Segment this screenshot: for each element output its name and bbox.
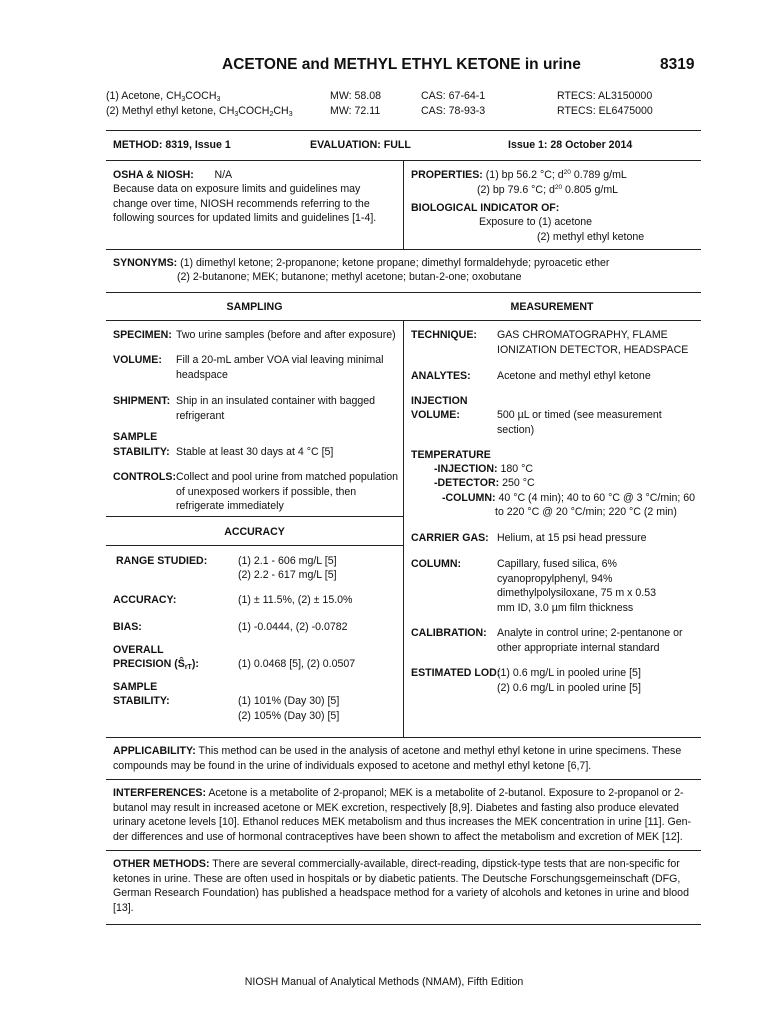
volume-label: VOLUME:	[113, 354, 162, 366]
method-id: METHOD: 8319, Issue 1	[113, 139, 231, 151]
rule	[106, 924, 701, 925]
temp-injection: -INJECTION: 180 °C	[434, 463, 534, 475]
controls-value: Collect and pool urine from matched population of unexposed workers if possible, then refrigerate immediately	[176, 471, 399, 512]
rule	[106, 516, 403, 517]
column-divider	[403, 320, 404, 737]
temp-column: -COLUMN: 40 °C (4 min); 40 to 60 °C @ 3 °C/min; 60	[442, 492, 696, 504]
bias-value: (1) -0.0444, (2) -0.0782	[238, 621, 348, 633]
rule	[106, 292, 701, 293]
bio-indicator-1: Exposure to (1) acetone	[479, 216, 593, 228]
sample-stability-value: Stable at least 30 days at 4 °C [5]	[176, 446, 334, 458]
carrier-gas-value: Helium, at 15 psi head pressure	[497, 532, 647, 544]
analytes-value: Acetone and methyl ethyl ketone	[497, 370, 651, 382]
compound-2-mw: MW: 72.11	[330, 105, 381, 117]
calibration-value: Analyte in control urine; 2-pentanone or other appropriate internal standard	[497, 627, 683, 654]
specimen-label: SPECIMEN:	[113, 329, 172, 341]
column-divider	[403, 160, 404, 249]
bio-indicator-label: BIOLOGICAL INDICATOR OF:	[411, 202, 560, 214]
method-number: 8319	[660, 56, 695, 73]
rule	[106, 850, 701, 851]
injection-label-2: VOLUME:	[411, 409, 460, 421]
range-studied-1: (1) 2.1 - 606 mg/L [5]	[238, 555, 337, 567]
injection-label-1: INJECTION	[411, 395, 468, 407]
evaluation: EVALUATION: FULL	[310, 139, 411, 151]
analytes-label: ANALYTES:	[411, 370, 471, 382]
temp-column-2: to 220 °C @ 20 °C/min; 220 °C (2 min)	[495, 506, 677, 518]
accuracy-stability-label-1: SAMPLE	[113, 681, 158, 693]
sample-stability-label-1: SAMPLE	[113, 431, 158, 443]
compound-1-formula: (1) Acetone, $CH_3COCH_3$	[106, 90, 221, 103]
shipment-value: Ship in an insulated container with bagged refrigerant	[176, 395, 376, 422]
rule	[106, 779, 701, 780]
temp-detector: -DETECTOR: 250 °C	[434, 477, 535, 489]
bio-indicator-2: (2) methyl ethyl ketone	[537, 231, 645, 243]
properties-line-2: (2) bp 79.6 °C; $d^{20}$ 0.805 g/mL	[477, 184, 619, 196]
calibration-label: CALIBRATION:	[411, 627, 487, 639]
carrier-gas-label: CARRIER GAS:	[411, 532, 489, 544]
rule	[106, 737, 701, 738]
compound-1-rtecs: RTECS: AL3150000	[557, 90, 653, 102]
shipment-label: SHIPMENT:	[113, 395, 171, 407]
technique-value: GAS CHROMATOGRAPHY, FLAME IONIZATION DETECTOR, HEADSPACE	[497, 329, 689, 356]
controls-label: CONTROLS:	[113, 471, 176, 483]
accuracy-stability-1: (1) 101% (Day 30) [5]	[238, 695, 340, 707]
column-value: Capillary, fused silica, 6% cyanopropylphenyl, 94% dimethylpolysiloxane, 75 m x 0.53 mm ID, 3.0 µm film thickness	[497, 558, 656, 614]
compound-1-mw: MW: 58.08	[330, 90, 382, 102]
applicability: APPLICABILITY: This method can be used in the analysis of acetone and methyl ethyl ketone in urine specimens. These compounds may be found in the urine of individuals exposed to acetone and methyl ethyl ketone [6,7].	[113, 745, 682, 772]
synonyms-line-1: SYNONYMS: (1) dimethyl ketone; 2-propanone; ketone propane; dimethyl formaldehyde; pyroacetic ether	[113, 257, 610, 269]
accuracy-value: (1) ± 11.5%, (2) ± 15.0%	[238, 594, 353, 606]
precision-label-1: OVERALL	[113, 644, 164, 656]
range-studied-label: RANGE STUDIED:	[116, 555, 208, 567]
synonyms-line-2: (2) 2-butanone; MEK; butanone; methyl acetone; butan-2-one; oxobutane	[177, 271, 522, 283]
precision-label-2: PRECISION $(Ŝ_{rT})$:	[113, 658, 199, 671]
rule	[106, 249, 701, 250]
technique-label: TECHNIQUE:	[411, 329, 477, 341]
rule	[106, 545, 403, 546]
document-title: ACETONE and METHYL ETHYL KETONE in urine	[222, 56, 581, 73]
compound-2-rtecs: RTECS: EL6475000	[557, 105, 653, 117]
compound-2-cas: CAS: 78-93-3	[421, 105, 486, 117]
footer-text: NIOSH Manual of Analytical Methods (NMAM), Fifth Edition	[244, 976, 524, 988]
measurement-heading: MEASUREMENT	[510, 301, 594, 313]
properties-line-1: PROPERTIES: (1) bp 56.2 °C; $d^{20}$ 0.789 g/mL	[411, 169, 627, 181]
accuracy-label: ACCURACY:	[113, 594, 177, 606]
compound-1-cas: CAS: 67-64-1	[421, 90, 486, 102]
lod-label: ESTIMATED LOD:	[411, 667, 501, 679]
specimen-value: Two urine samples (before and after exposure)	[176, 329, 396, 341]
range-studied-2: (2) 2.2 - 617 mg/L [5]	[238, 569, 337, 581]
accuracy-heading: ACCURACY	[224, 526, 285, 538]
precision-value: (1) 0.0468 [5], (2) 0.0507	[238, 658, 356, 670]
lod-1: (1) 0.6 mg/L in pooled urine [5]	[497, 667, 641, 679]
sample-stability-label-2: STABILITY:	[113, 446, 170, 458]
bias-label: BIAS:	[113, 621, 142, 633]
injection-value: 500 µL or timed (see measurement section)	[497, 409, 662, 436]
volume-value: Fill a 20-mL amber VOA vial leaving minimal headspace	[176, 354, 384, 381]
interferences: INTERFERENCES: Acetone is a metabolite of 2-propanol; MEK is a metabolite of 2-butanol. Exposure to 2-propanol or 2-butanol may result in increased acetone or MEK excretion, respectively [8,9]. Diabetes and fasting also produce elevated urinary acetone levels [10]. Ethanol reduces MEK metabolism and thus increases the MEK concentration in urine [11]. Gen-der differences and use of hormonal contraceptives have been shown to affect the metabolism and excretion of MEK [12].	[113, 787, 692, 843]
osha-niosh: OSHA & NIOSH: N/A	[113, 169, 233, 181]
lod-2: (2) 0.6 mg/L in pooled urine [5]	[497, 682, 641, 694]
temperature-label: TEMPERATURE	[411, 449, 491, 461]
issue-date: Issue 1: 28 October 2014	[508, 139, 633, 151]
sampling-heading: SAMPLING	[226, 301, 283, 313]
accuracy-stability-label-2: STABILITY:	[113, 695, 170, 707]
osha-note: Because data on exposure limits and guidelines may change over time, NIOSH recommends referring to the following sources for updated limits and guidelines [1-4].	[113, 183, 377, 224]
column-label: COLUMN:	[411, 558, 462, 570]
other-methods: OTHER METHODS: There are several commercially-available, direct-reading, dipstick-type tests that are non-specific for ketones in urine. These are often used in hospitals or by diabetic patients. The Deutsche Forschungsgemeinschaft (DFG, German Research Foundation) has published a headspace method for a variety of alcohols and ketones in urine and blood [13].	[113, 858, 689, 914]
accuracy-stability-2: (2) 105% (Day 30) [5]	[238, 710, 340, 722]
rule	[106, 130, 701, 131]
compound-2-formula: (2) Methyl ethyl ketone, $CH_3COCH_2CH_3$	[106, 105, 293, 118]
